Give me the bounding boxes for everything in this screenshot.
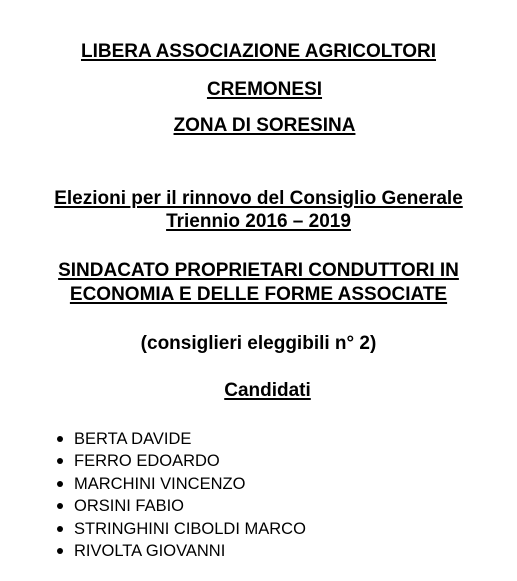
bullet-icon [57, 526, 63, 532]
union-name-line-1: SINDACATO PROPRIETARI CONDUTTORI IN [58, 260, 459, 281]
bullet-icon [57, 548, 63, 554]
candidate-name: BERTA DAVIDE [74, 430, 192, 448]
bullet-icon [57, 481, 63, 487]
bullet-icon [57, 503, 63, 509]
election-period: Triennio 2016 – 2019 [166, 211, 351, 232]
union-name-line-2: ECONOMIA E DELLE FORME ASSOCIATE [69, 284, 448, 305]
election-title: Elezioni per il rinnovo del Consiglio Generale [54, 188, 463, 209]
candidates-heading: Candidati [224, 380, 311, 401]
candidate-name: FERRO EDOARDO [74, 452, 220, 471]
bullet-icon [57, 436, 63, 442]
candidate-name: MARCHINI VINCENZO [74, 474, 246, 493]
zone-name: ZONA DI SORESINA [173, 115, 356, 136]
candidate-name: RIVOLTA GIOVANNI [74, 541, 226, 560]
association-name-line-1: LIBERA ASSOCIAZIONE AGRICOLTORI [80, 41, 437, 62]
candidate-name: ORSINI FABIO [74, 497, 185, 516]
candidate-name: STRINGHINI CIBOLDI MARCO [74, 519, 306, 538]
eligible-councillors-note: (consiglieri eleggibili n° 2) [140, 333, 377, 354]
association-name-line-2: CREMONESI [206, 79, 323, 100]
bullet-icon [57, 458, 63, 464]
